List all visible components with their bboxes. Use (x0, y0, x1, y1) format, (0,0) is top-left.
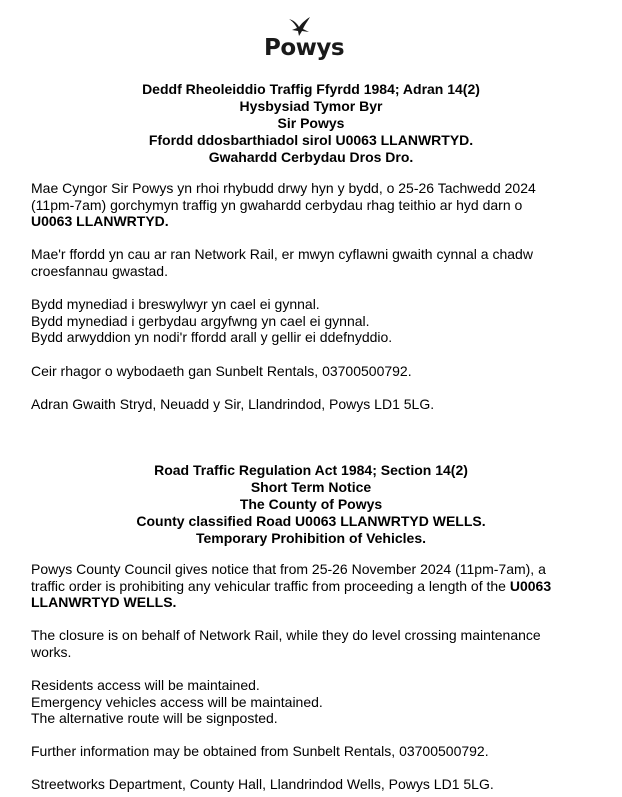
welsh-heading-line-2: Hysbysiad Tymor Byr (239, 98, 383, 114)
english-access-line-1: Residents access will be maintained. (31, 677, 260, 693)
welsh-closure-line-2: croesfannau gwastad. (31, 262, 168, 279)
welsh-heading-line-1: Deddf Rheoleiddio Traffig Ffyrdd 1984; Adran 14(2) (142, 81, 480, 97)
powys-logo (264, 16, 345, 64)
english-closure-line-2: works. (31, 643, 72, 660)
welsh-access-line-2: Bydd mynediad i gerbydau argyfwng yn cael ei gynnal. (31, 312, 370, 329)
welsh-closure-line-1: Mae'r ffordd yn cau ar ran Network Rail, er mwyn cyflawni gwaith cynnal a chadw (31, 246, 533, 262)
english-access-paragraph (31, 677, 591, 727)
english-road-number: U0063 (509, 577, 552, 594)
english-heading-line-1: Road Traffic Regulation Act 1984; Section 14(2) (154, 462, 468, 478)
logo-text: Powys (264, 35, 345, 61)
english-heading-line-3: The County of Powys (239, 496, 383, 512)
welsh-address-line: Adran Gwaith Stryd, Neuadd y Sir, Llandrindod, Powys LD1 5LG. (31, 396, 435, 412)
english-access-line-3: The alternative route will be signposted. (31, 710, 278, 726)
welsh-access-paragraph (31, 296, 591, 346)
welsh-notice-line-1: Mae Cyngor Sir Powys yn rhoi rhybudd drwy hyn y bydd, o 25-26 Tachwedd 2024 (31, 180, 536, 196)
english-heading-line-2: Short Term Notice (250, 479, 372, 495)
welsh-heading-line-5: Gwahardd Cerbydau Dros Dro. (208, 149, 414, 165)
welsh-heading (0, 81, 622, 166)
english-access-line-2: Emergency vehicles access will be maintained. (31, 693, 323, 710)
welsh-road-name: U0063 LLANWRTYD. (31, 213, 169, 229)
welsh-notice-line-2: (11pm-7am) gorchymyn traffig yn gwahardd cerbydau rhag teithio ar hyd darn o (31, 196, 523, 213)
english-heading (0, 462, 622, 547)
english-closure-paragraph (31, 627, 591, 660)
english-info-line: Further information may be obtained from Sunbelt Rentals, 03700500792. (31, 743, 489, 759)
english-heading-line-5: Temporary Prohibition of Vehicles. (195, 530, 426, 546)
english-notice-line-2-text: traffic order is prohibiting any vehicular traffic from proceeding a length of the (31, 577, 510, 594)
english-notice-line-1: Powys County Council gives notice that from 25-26 November 2024 (11pm-7am), a (31, 561, 546, 577)
english-info-paragraph (31, 743, 591, 760)
welsh-address-paragraph (31, 396, 591, 413)
english-road-name: LLANWRTYD WELLS. (31, 594, 177, 610)
english-notice-line-2 (31, 578, 591, 595)
english-address-line: Streetworks Department, County Hall, Llandrindod Wells, Powys LD1 5LG. (31, 776, 494, 792)
english-notice-paragraph (31, 561, 591, 611)
welsh-access-line-1: Bydd mynediad i breswylwyr yn cael ei gynnal. (31, 296, 320, 312)
welsh-info-line: Ceir rhagor o wybodaeth gan Sunbelt Rentals, 03700500792. (31, 363, 412, 379)
english-closure-line-1: The closure is on behalf of Network Rail, while they do level crossing maintenance (31, 627, 541, 643)
welsh-closure-paragraph (31, 246, 591, 279)
english-heading-line-4: County classified Road U0063 LLANWRTYD WELLS. (136, 513, 486, 529)
welsh-access-line-3: Bydd arwyddion yn nodi'r ffordd arall y gellir ei ddefnyddio. (31, 329, 393, 345)
welsh-notice-paragraph (31, 180, 591, 230)
welsh-heading-line-4: Ffordd ddosbarthiadol sirol U0063 LLANWRTYD. (148, 132, 474, 148)
welsh-info-paragraph (31, 363, 591, 380)
welsh-heading-line-3: Sir Powys (277, 115, 345, 131)
english-address-paragraph (31, 776, 591, 793)
